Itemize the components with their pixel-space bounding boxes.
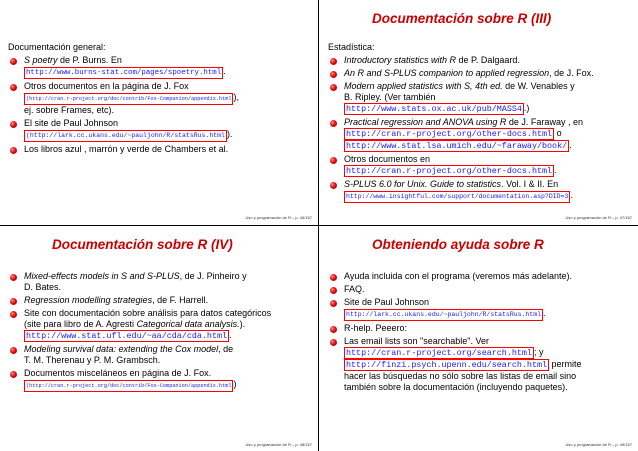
item-text: de P. Dalgaard. bbox=[456, 55, 520, 65]
item-text: Las email lists son "searchable". Ver bbox=[344, 336, 489, 346]
url-link[interactable]: http://www.stat.lsa.umich.edu/~faraway/book/ bbox=[346, 141, 568, 151]
bullet-icon bbox=[330, 182, 337, 189]
slide-footer: Uso y programación de R – p. 48/157 bbox=[245, 442, 312, 447]
list-item bbox=[8, 81, 312, 116]
item-text: S-PLUS 6.0 for Unix. Guide to statistics bbox=[344, 179, 502, 189]
list-item bbox=[8, 368, 312, 392]
item-text: ). bbox=[239, 319, 246, 329]
list-item bbox=[8, 55, 312, 79]
url-link[interactable]: (http://lark.cc.ukans.edu/~pauljohn/R/statsRus.html bbox=[24, 130, 227, 142]
url-link[interactable]: http://cran.r-project.org/other-docs.html bbox=[346, 166, 553, 176]
slide-footer: Uso y programación de R – p. 46/157 bbox=[245, 215, 312, 220]
item-text: ej. sobre Frames, etc). bbox=[24, 105, 115, 115]
list-item bbox=[328, 81, 632, 115]
bullet-icon bbox=[10, 347, 17, 354]
slide-title: Documentación sobre R (III) bbox=[372, 11, 552, 26]
url-link[interactable]: (http://cran.r-project.org/doc/contrib/Fox-Companion/appendix.html bbox=[24, 380, 233, 392]
bullet-list bbox=[8, 271, 312, 392]
item-text: . bbox=[569, 140, 572, 150]
item-text: B. Ripley. (Ver también bbox=[344, 92, 436, 102]
item-text: ). bbox=[226, 129, 233, 139]
bullet-icon bbox=[330, 287, 337, 294]
list-item bbox=[328, 297, 632, 321]
slide-body bbox=[328, 271, 632, 395]
list-item bbox=[328, 117, 632, 152]
slide-title: Obteniendo ayuda sobre R bbox=[372, 237, 544, 252]
bullet-icon bbox=[10, 371, 17, 378]
list-item bbox=[8, 271, 312, 293]
item-text: Modeling survival data: extending the Cox model bbox=[24, 344, 219, 354]
item-text: , de J. Pinheiro y bbox=[179, 271, 247, 281]
url-link[interactable]: http://www.burns-stat.com/pages/spoetry.html bbox=[26, 69, 222, 77]
item-text: o bbox=[554, 128, 562, 138]
slide-heading: Estadística: bbox=[328, 42, 375, 52]
horizontal-divider bbox=[0, 225, 638, 226]
item-text: Introductory statistics with R bbox=[344, 55, 457, 65]
item-text: ) bbox=[233, 379, 237, 389]
url-link[interactable]: http://www.stat.ufl.edu/~aa/cda/cda.html bbox=[26, 331, 228, 341]
list-item bbox=[328, 68, 632, 79]
list-item bbox=[328, 154, 632, 177]
item-text: An R and S-PLUS companion to applied regression bbox=[344, 68, 550, 78]
list-item bbox=[328, 323, 632, 334]
list-item bbox=[328, 271, 632, 282]
item-text: de W. Venables y bbox=[502, 81, 575, 91]
item-text: permite bbox=[549, 359, 582, 369]
item-text: ), bbox=[233, 92, 239, 102]
bullet-icon bbox=[10, 121, 17, 128]
slide-48 bbox=[0, 227, 318, 451]
list-item bbox=[328, 179, 632, 203]
list-item bbox=[328, 284, 632, 295]
slide-footer: Uso y programación de R – p. 49/157 bbox=[565, 442, 632, 447]
item-text: Modern applied statistics with S, 4th ed. bbox=[344, 81, 503, 91]
list-item bbox=[8, 295, 312, 306]
item-text: , de F. Harrell. bbox=[152, 295, 209, 305]
list-item bbox=[8, 144, 312, 155]
item-text: El site de Paul Johnson bbox=[24, 118, 119, 128]
item-text: hacer las búsquedas no sólo sobre las listas de email sino bbox=[344, 371, 577, 381]
item-text: . bbox=[570, 190, 573, 200]
url-link[interactable]: http://lark.cc.ukans.edu/~pauljohn/R/statsRus.html bbox=[344, 309, 543, 321]
bullet-icon bbox=[330, 274, 337, 281]
bullet-icon bbox=[10, 298, 17, 305]
item-text: T. M. Therenau y P. M. Grambsch. bbox=[24, 355, 161, 365]
item-text: .) bbox=[523, 103, 530, 113]
list-item bbox=[8, 308, 312, 342]
bullet-list bbox=[328, 55, 632, 203]
item-text: Site de Paul Johnson bbox=[344, 297, 430, 307]
url-link[interactable]: (http://cran.r-project.org/doc/contrib/Fox-Companion/appendix.html bbox=[24, 93, 233, 105]
bullet-icon bbox=[330, 58, 337, 65]
item-text: (site para libro de A. Agresti bbox=[24, 319, 137, 329]
bullet-icon bbox=[330, 326, 337, 333]
url-link[interactable]: http://www.insightful.com/support/documentation.asp?DID=3 bbox=[344, 191, 570, 203]
item-text: D. Bates. bbox=[24, 282, 62, 292]
slide-46 bbox=[0, 0, 318, 224]
bullet-list bbox=[8, 55, 312, 155]
list-item bbox=[8, 118, 312, 142]
list-item bbox=[8, 344, 312, 366]
bullet-icon bbox=[330, 300, 337, 307]
slide-title: Documentación sobre R (IV) bbox=[52, 237, 233, 252]
item-text: Documentos misceláneos en página de J. Fox. bbox=[24, 368, 212, 378]
item-text: Otros documentos en bbox=[344, 154, 431, 164]
bullet-icon bbox=[10, 58, 17, 65]
item-text: Mixed-effects models in S and S-PLUS bbox=[24, 271, 180, 281]
url-link[interactable]: http://finzi.psych.upenn.edu/search.html bbox=[346, 360, 548, 370]
item-text: de P. Burns. En bbox=[57, 55, 122, 65]
slide-body bbox=[8, 271, 312, 394]
list-item bbox=[328, 55, 632, 66]
item-text: también sobre la documentación (incluyendo paquetes). bbox=[344, 382, 568, 392]
bullet-icon bbox=[10, 311, 17, 318]
slide-footer: Uso y programación de R – p. 47/157 bbox=[565, 215, 632, 220]
url-link[interactable]: http://www.stats.ox.ac.uk/pub/MASS4 bbox=[346, 104, 522, 114]
bullet-icon bbox=[330, 339, 337, 346]
bullet-icon bbox=[330, 84, 337, 91]
bullet-icon bbox=[10, 274, 17, 281]
item-text: . bbox=[554, 165, 557, 175]
bullet-icon bbox=[330, 71, 337, 78]
bullet-icon bbox=[10, 147, 17, 154]
bullet-icon bbox=[10, 84, 17, 91]
item-text: Categorical data analysis. bbox=[136, 319, 240, 329]
slide-heading: Documentación general: bbox=[8, 42, 106, 52]
item-text: Ayuda incluida con el programa (veremos más adelante). bbox=[344, 271, 572, 281]
item-text: Los libros azul , marrón y verde de Chambers et al. bbox=[24, 144, 229, 154]
slide-49 bbox=[320, 227, 638, 451]
slide-body bbox=[328, 42, 632, 205]
list-item bbox=[328, 336, 632, 393]
bullet-list bbox=[328, 271, 632, 393]
bullet-icon bbox=[330, 120, 337, 127]
item-text: . bbox=[223, 66, 226, 76]
item-text: R-help. Peeero: bbox=[344, 323, 408, 333]
item-text: , de J. Fox. bbox=[549, 68, 594, 78]
slide-47 bbox=[320, 0, 638, 224]
item-text: Regression modelling strategies bbox=[24, 295, 153, 305]
item-text: Otros documentos en la página de J. Fox bbox=[24, 81, 189, 91]
item-text: FAQ. bbox=[344, 284, 365, 294]
item-text: de J. Faraway , en bbox=[506, 117, 583, 127]
url-link[interactable]: http://cran.r-project.org/search.html bbox=[346, 348, 532, 358]
item-text: Site con documentación sobre análisis para datos categóricos bbox=[24, 308, 272, 318]
item-text: . Vol. I & II. En bbox=[501, 179, 559, 189]
url-link[interactable]: http://cran.r-project.org/other-docs.html bbox=[346, 129, 553, 139]
item-text: , de bbox=[218, 344, 234, 354]
item-text: . bbox=[543, 308, 546, 318]
slide-body bbox=[8, 42, 312, 157]
bullet-icon bbox=[330, 157, 337, 164]
item-text: ; y bbox=[533, 347, 544, 357]
item-text: Practical regression and ANOVA using R bbox=[344, 117, 507, 127]
item-text: S poetry bbox=[24, 55, 58, 65]
item-text: . bbox=[229, 330, 232, 340]
